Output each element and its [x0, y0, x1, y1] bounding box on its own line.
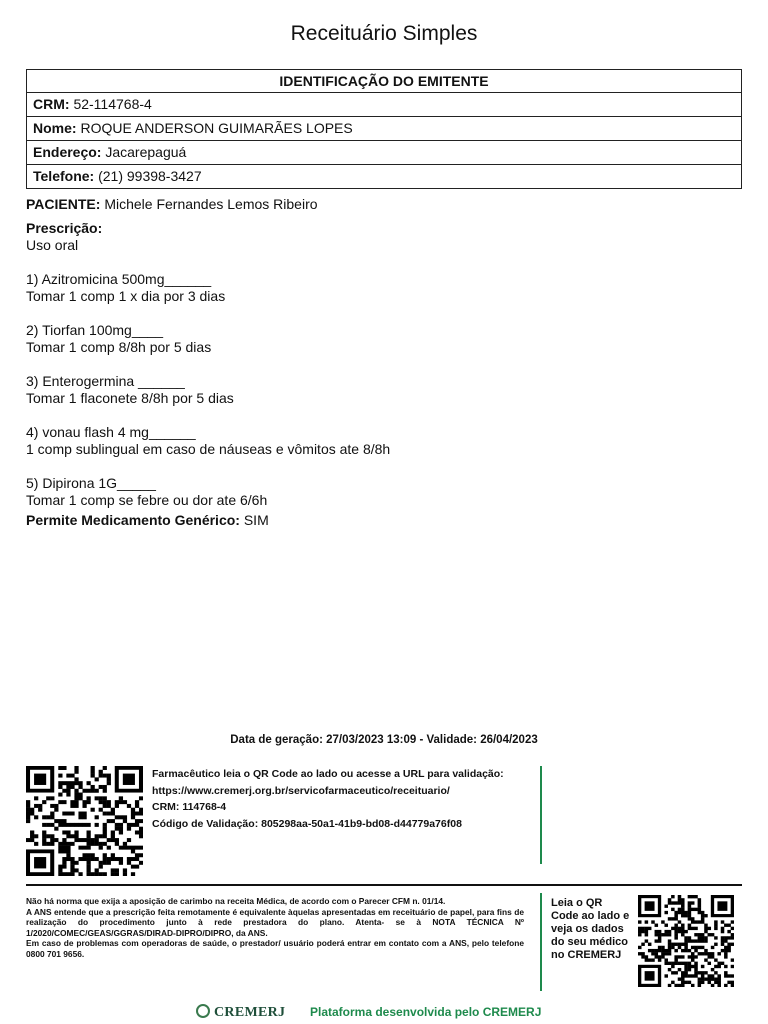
validation-code: Código de Validação: 805298aa-50a1-41b9-bd08-d44779a76f08 — [152, 817, 462, 830]
accent-divider — [540, 766, 542, 864]
instructions-1: Tomar 1 comp 1 x dia por 3 dias — [26, 288, 226, 304]
drug-5: 5) Dipirona 1G_____ — [26, 475, 156, 491]
page-title: Receituário Simples — [290, 22, 478, 45]
issuer-address-row — [27, 141, 741, 165]
patient-label: PACIENTE: — [26, 196, 101, 212]
qr-code-icon — [26, 766, 143, 876]
drug-1: 1) Azitromicina 500mg______ — [26, 271, 212, 287]
validation-instruction: Farmacêutico leia o QR Code ao lado ou acesse a URL para validação: — [152, 768, 504, 780]
validation-info — [152, 766, 504, 832]
prescription-label: Prescrição: — [26, 220, 103, 236]
name-label: Nome: — [33, 120, 77, 136]
accent-divider-2 — [540, 893, 542, 991]
qr-note: Leia o QR Code ao lado e veja os dados do seu médico no CREMERJ — [551, 897, 630, 961]
issuer-box — [26, 69, 742, 189]
generation-date: Data de geração: 27/03/2023 13:09 - Validade: 26/04/2023 — [230, 734, 538, 746]
cremerj-logo — [196, 1004, 285, 1021]
generic-label: Permite Medicamento Genérico: — [26, 512, 240, 528]
drug-3: 3) Enterogermina ______ — [26, 373, 185, 389]
instructions-5: Tomar 1 comp se febre ou dor ate 6/6h — [26, 492, 268, 508]
issuer-phone-row — [27, 165, 741, 188]
issuer-name-row — [27, 117, 741, 141]
legal-notice — [26, 896, 524, 959]
prescription-body — [26, 196, 742, 529]
validation-crm: CRM: 114768-4 — [152, 801, 227, 813]
generic-value: SIM — [243, 512, 269, 528]
qr-code-icon — [638, 895, 734, 987]
legal-p1: Não há norma que exija a aposição de carimbo na receita Médica, de acordo com o Parecer CFM n. 01/14. — [26, 896, 446, 906]
seal-icon — [196, 1004, 210, 1018]
section-divider — [26, 884, 742, 886]
instructions-2: Tomar 1 comp 8/8h por 5 dias — [26, 339, 212, 355]
platform-text: Plataforma desenvolvida pelo CREMERJ — [310, 1005, 542, 1019]
name-value: ROQUE ANDERSON GUIMARÃES LOPES — [80, 120, 353, 136]
drug-4: 4) vonau flash 4 mg______ — [26, 424, 196, 440]
validation-url: https://www.cremerj.org.br/servicofarmaceutico/receituario/ — [152, 784, 450, 797]
footer — [0, 1002, 768, 1022]
address-value: Jacarepaguá — [105, 144, 187, 160]
address-label: Endereço: — [33, 144, 102, 160]
route-text: Uso oral — [26, 237, 79, 253]
phone-value: (21) 99398-3427 — [98, 168, 202, 184]
instructions-4: 1 comp sublingual em caso de náuseas e vômitos ate 8/8h — [26, 441, 391, 457]
legal-p2: A ANS entende que a prescrição feita remotamente é equivalente àquelas apresentadas em receituário de papel, para fins de realização do procedimento junto à rede prestadora do plano. Atenta- se à NOTA TÉCNICA Nº 1/2020/COMEC/GEAS/GGRAS/DIRAD-DIPRO/DIPRO, da ANS. — [26, 906, 524, 938]
crm-value: 52-114768-4 — [73, 96, 152, 112]
instructions-3: Tomar 1 flaconete 8/8h por 5 dias — [26, 390, 234, 406]
legal-p3: Em caso de problemas com operadoras de saúde, o prestador/ usuário poderá entrar em contato com a ANS, pelo telefone 0800 701 9656. — [26, 938, 524, 959]
generic-line — [26, 512, 742, 529]
issuer-header: IDENTIFICAÇÃO DO EMITENTE — [27, 70, 741, 93]
phone-label: Telefone: — [33, 168, 95, 184]
drug-2: 2) Tiorfan 100mg____ — [26, 322, 163, 338]
patient-line — [26, 196, 742, 213]
patient-name: Michele Fernandes Lemos Ribeiro — [104, 196, 318, 212]
logo-text: CREMERJ — [214, 1005, 286, 1020]
crm-label: CRM: — [33, 96, 70, 112]
issuer-crm-row — [27, 93, 741, 117]
